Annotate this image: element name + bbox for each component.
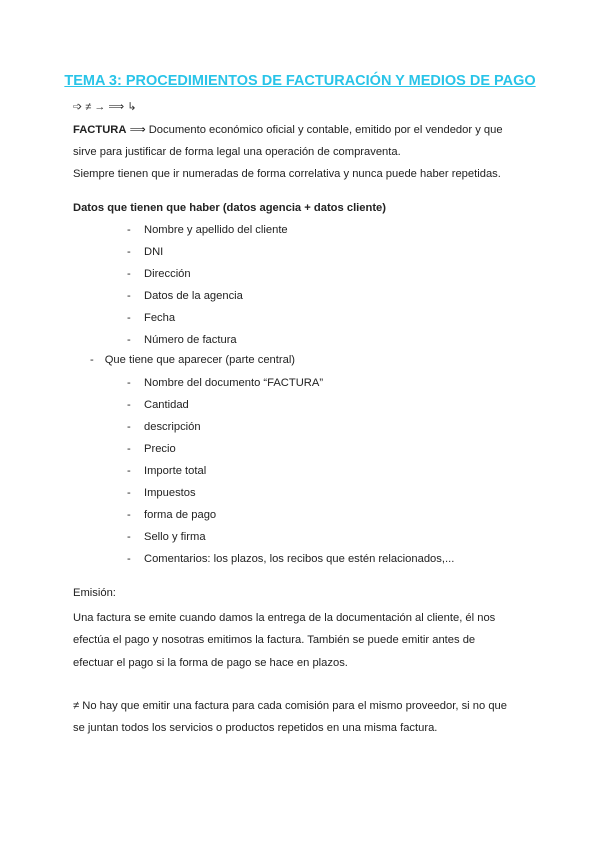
list-item: Comentarios: los plazos, los recibos que estén relacionados,...: [144, 553, 455, 565]
list-item: Número de factura: [144, 334, 237, 346]
list-item: Nombre del documento “FACTURA”: [144, 377, 324, 389]
list-item: Nombre y apellido del cliente: [144, 224, 288, 236]
list-bullet: -: [127, 246, 131, 258]
list-item: descripción: [144, 421, 201, 433]
list-item: Sello y firma: [144, 531, 206, 543]
not-equal-icon: ≠: [73, 700, 80, 712]
factura-definition-1: Documento económico oficial y contable, emitido por el vendedor y que: [148, 124, 503, 136]
list-item: DNI: [144, 246, 164, 258]
page-title: TEMA 3: PROCEDIMIENTOS DE FACTURACIÓN Y MEDIOS DE PAGO: [64, 73, 536, 89]
list-item: Fecha: [144, 312, 176, 324]
list-bullet: -: [127, 421, 131, 433]
central-heading-bullet: -: [90, 354, 94, 366]
list-bullet: -: [127, 268, 131, 280]
list-bullet: -: [127, 290, 131, 302]
factura-definition-line-1: [73, 123, 503, 137]
final-note-line-1: [73, 699, 507, 713]
list-bullet: -: [127, 443, 131, 455]
central-heading: Que tiene que aparecer (parte central): [104, 354, 296, 366]
factura-term: FACTURA: [73, 124, 127, 136]
data-heading: Datos que tienen que haber (datos agencia + datos cliente): [73, 202, 387, 214]
list-bullet: -: [127, 377, 131, 389]
list-item: Impuestos: [144, 487, 196, 499]
list-bullet: -: [127, 399, 131, 411]
emission-paragraph-line-3: efectuar el pago si la forma de pago se hace en plazos.: [73, 657, 348, 669]
list-item: forma de pago: [144, 509, 217, 521]
list-item: Dirección: [144, 268, 191, 280]
list-bullet: -: [127, 465, 131, 477]
list-item: Importe total: [144, 465, 207, 477]
list-bullet: -: [127, 487, 131, 499]
final-note-line-2: se juntan todos los servicios o productos repetidos en una misma factura.: [73, 722, 438, 734]
central-heading-row: [90, 353, 295, 367]
list-item: Cantidad: [144, 399, 189, 411]
symbols-line: ➩ ≠ → ⟹ ↳: [73, 101, 137, 113]
emission-paragraph-line-2: efectúa el pago y nosotras emitimos la factura. También se puede emitir antes de: [73, 634, 476, 646]
list-bullet: -: [127, 312, 131, 324]
emission-label: Emisión:: [73, 587, 116, 599]
list-bullet: -: [127, 509, 131, 521]
list-bullet: -: [127, 531, 131, 543]
factura-definition-2: sirve para justificar de forma legal una operación de compraventa.: [73, 146, 401, 158]
emission-paragraph-line-1: Una factura se emite cuando damos la entrega de la documentación al cliente, él nos: [73, 612, 496, 624]
list-bullet: -: [127, 553, 131, 565]
list-item: Precio: [144, 443, 176, 455]
factura-note: Siempre tienen que ir numeradas de forma correlativa y nunca puede haber repetidas.: [73, 168, 501, 180]
list-bullet: -: [127, 224, 131, 236]
implies-arrow: ⟹: [129, 124, 146, 136]
list-item: Datos de la agencia: [144, 290, 243, 302]
final-note-text-1: No hay que emitir una factura para cada comisión para el mismo proveedor, si no que: [82, 700, 507, 712]
list-bullet: -: [127, 334, 131, 346]
